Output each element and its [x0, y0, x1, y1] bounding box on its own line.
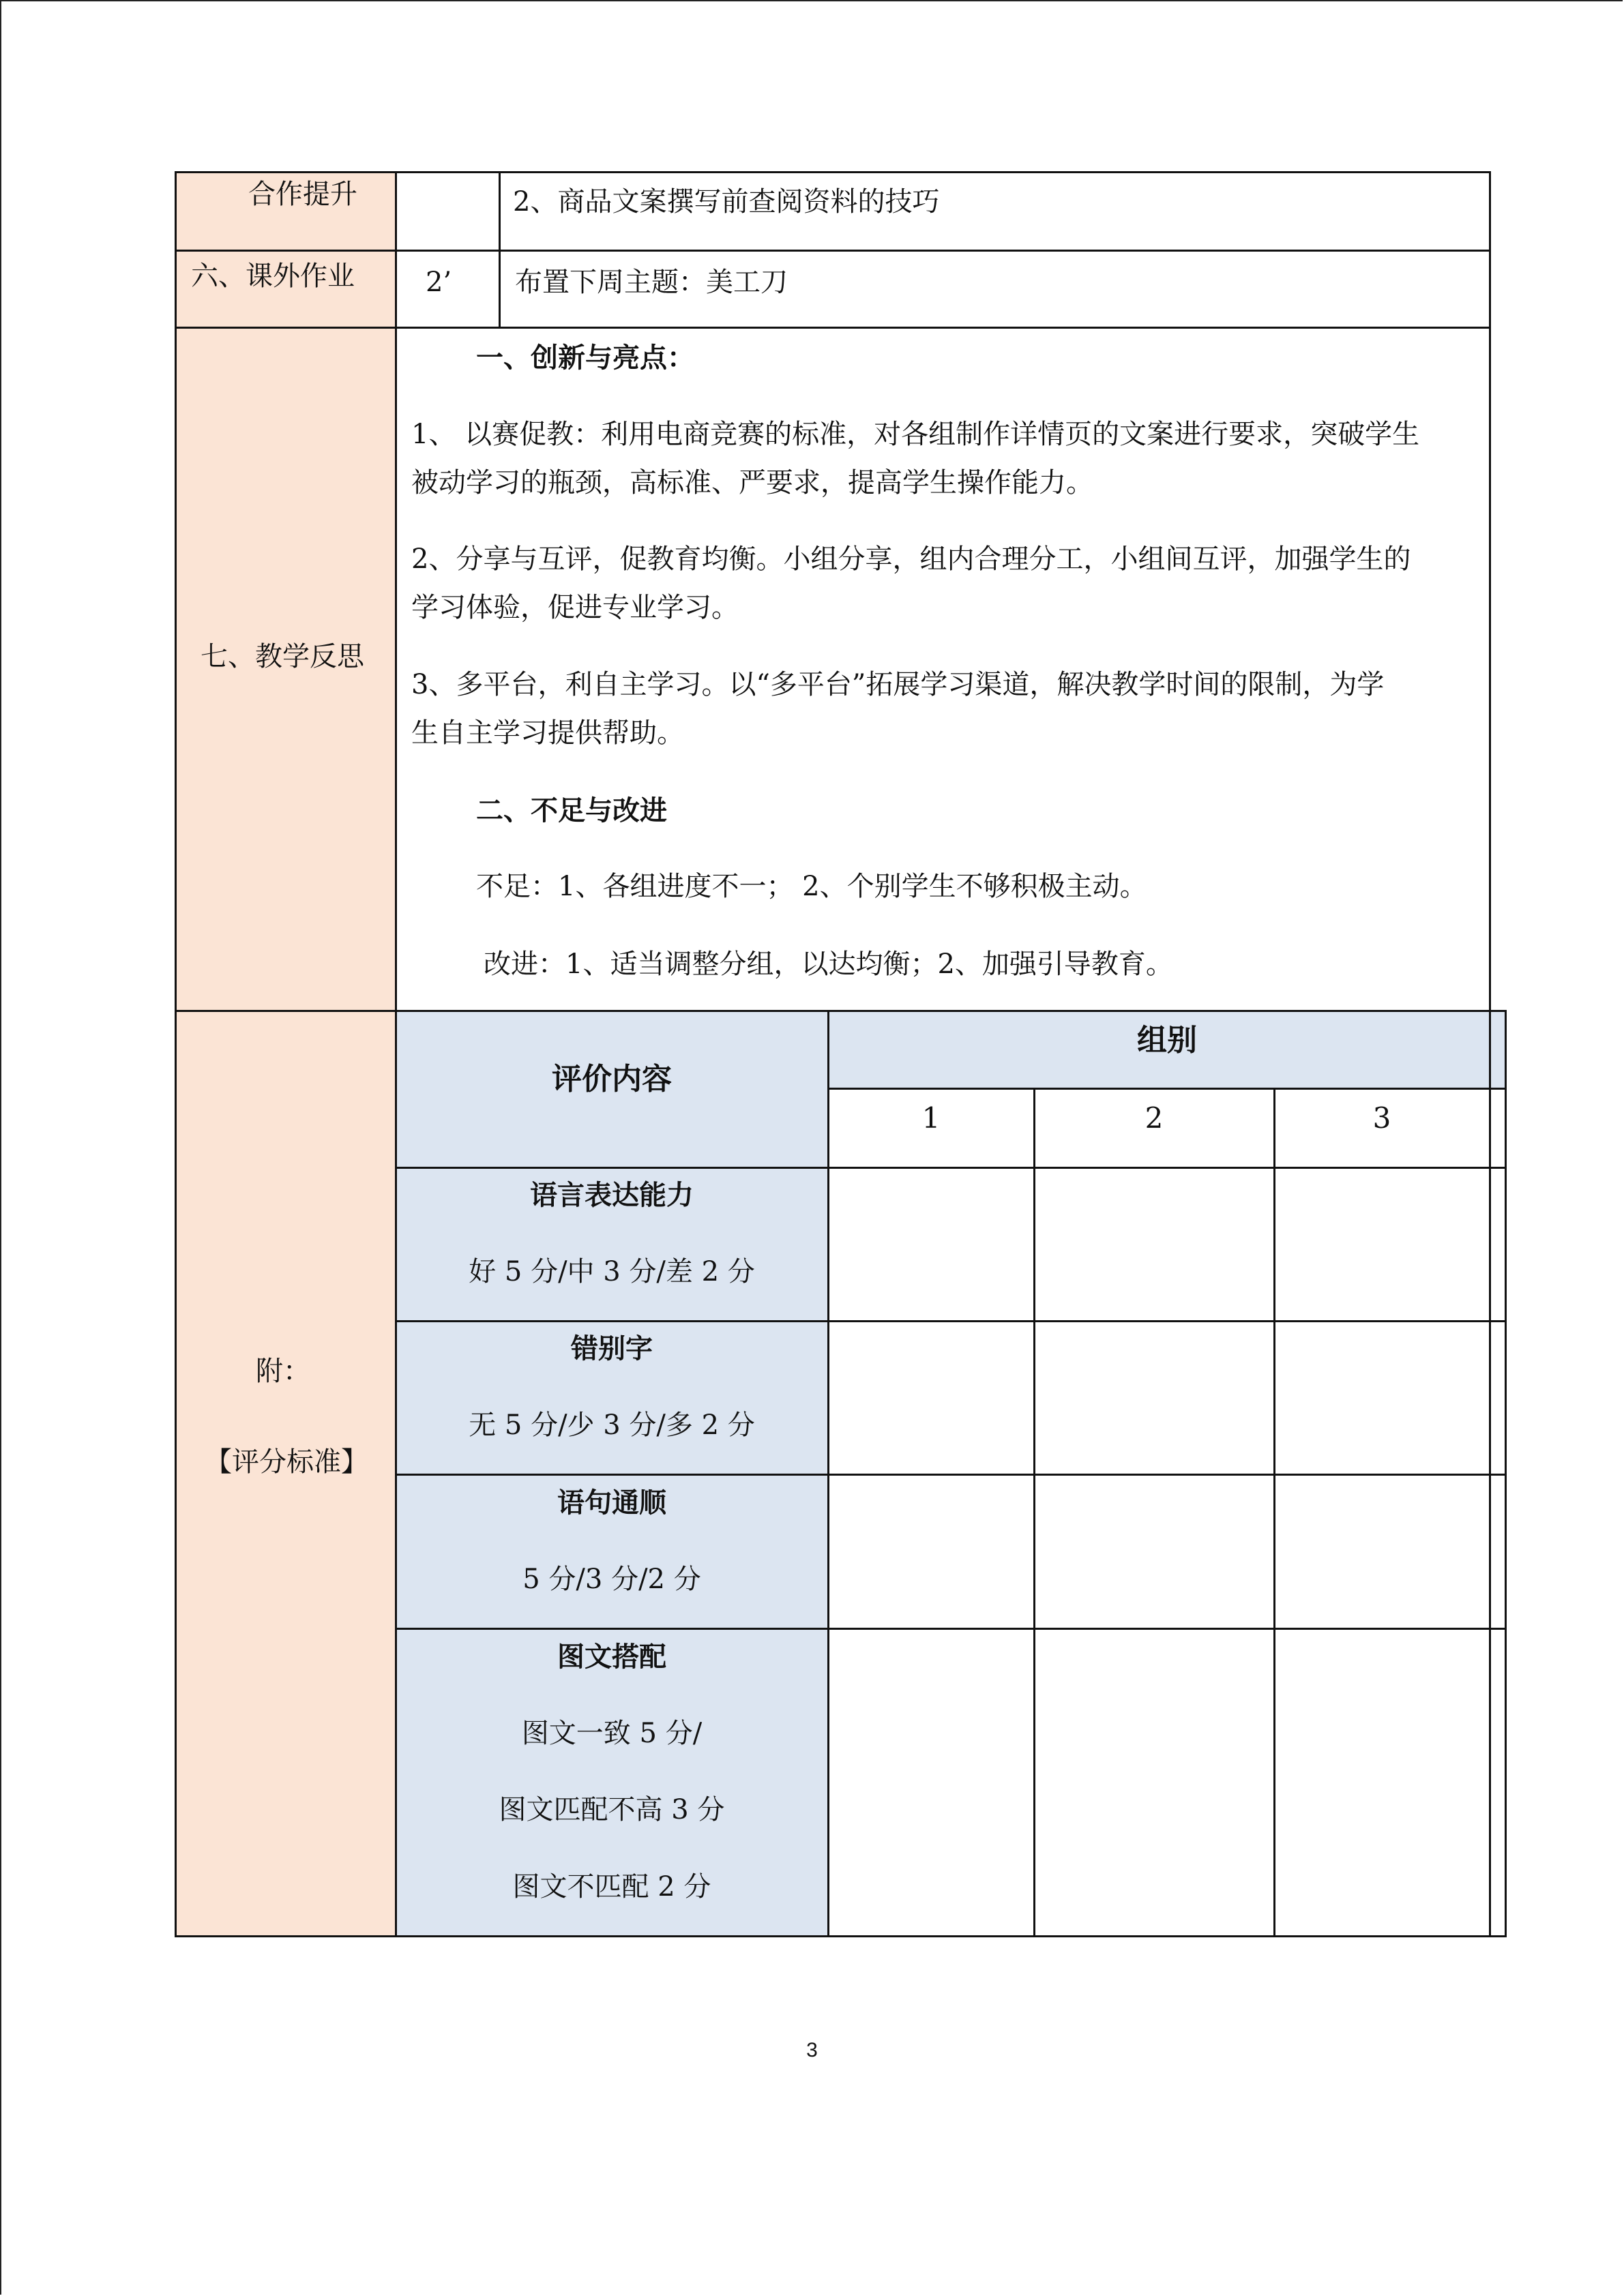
reflection-point1-line2: 被动学习的瓶颈，高标准、严要求，提高学生操作能力。 — [411, 467, 1093, 498]
homework-content: 布置下周主题：美工刀 — [515, 267, 788, 298]
reflection-improvement: 改进：1、适当调整分组，以达均衡；2、加强引导教育。 — [484, 949, 1173, 980]
cooperation-label: 合作提升 — [248, 179, 357, 210]
group-number-2: 2 — [1145, 1101, 1164, 1135]
criterion-detail: 好 5 分/中 3 分/差 2 分 — [469, 1256, 755, 1287]
label-column — [175, 172, 396, 1937]
criterion-name: 图文搭配 — [557, 1641, 666, 1673]
homework-label: 六、课外作业 — [191, 260, 355, 292]
criterion-detail: 5 分/3 分/2 分 — [522, 1564, 701, 1595]
reflection-point1-line1: 1、 以赛促教：利用电商竞赛的标准，对各组制作详情页的文案进行要求，突破学生 — [411, 419, 1420, 450]
group-number-3: 3 — [1372, 1101, 1391, 1135]
reflection-point2-line1: 2、分享与互评，促教育均衡。小组分享，组内合理分工，小组间互评，加强学生的 — [411, 543, 1411, 575]
reflection-point3-line2: 生自主学习提供帮助。 — [411, 717, 684, 749]
criterion-name: 错别字 — [571, 1332, 653, 1365]
group-number-1: 1 — [921, 1101, 941, 1135]
scoring-content-header: 评价内容 — [552, 1062, 672, 1097]
appendix-sublabel: 【评分标准】 — [205, 1446, 368, 1478]
criterion-detail: 无 5 分/少 3 分/多 2 分 — [469, 1410, 755, 1441]
criterion-detail: 图文不匹配 2 分 — [512, 1871, 711, 1903]
cooperation-content: 2、商品文案撰写前查阅资料的技巧 — [513, 186, 940, 218]
reflection-point2-line2: 学习体验，促进专业学习。 — [411, 592, 739, 623]
reflection-label: 七、教学反思 — [201, 641, 364, 672]
homework-time: 2’ — [426, 267, 452, 298]
criterion-name: 语言表达能力 — [530, 1179, 694, 1211]
criterion-name: 语句通顺 — [557, 1487, 666, 1519]
page-number: 3 — [806, 2039, 818, 2061]
scoring-group-header: 组别 — [1137, 1023, 1197, 1058]
reflection-point3-line1: 3、多平台，利自主学习。以“多平台”拓展学习渠道，解决教学时间的限制，为学 — [411, 669, 1385, 700]
criterion-detail: 图文匹配不高 3 分 — [499, 1794, 725, 1825]
appendix-label: 附： — [256, 1356, 310, 1387]
reflection-section2-title: 二、不足与改进 — [476, 794, 667, 826]
criterion-detail: 图文一致 5 分/ — [521, 1718, 703, 1749]
reflection-shortcoming: 不足：1、各组进度不一； 2、个别学生不够积极主动。 — [476, 871, 1147, 902]
reflection-section1-title: 一、创新与亮点： — [476, 342, 694, 374]
